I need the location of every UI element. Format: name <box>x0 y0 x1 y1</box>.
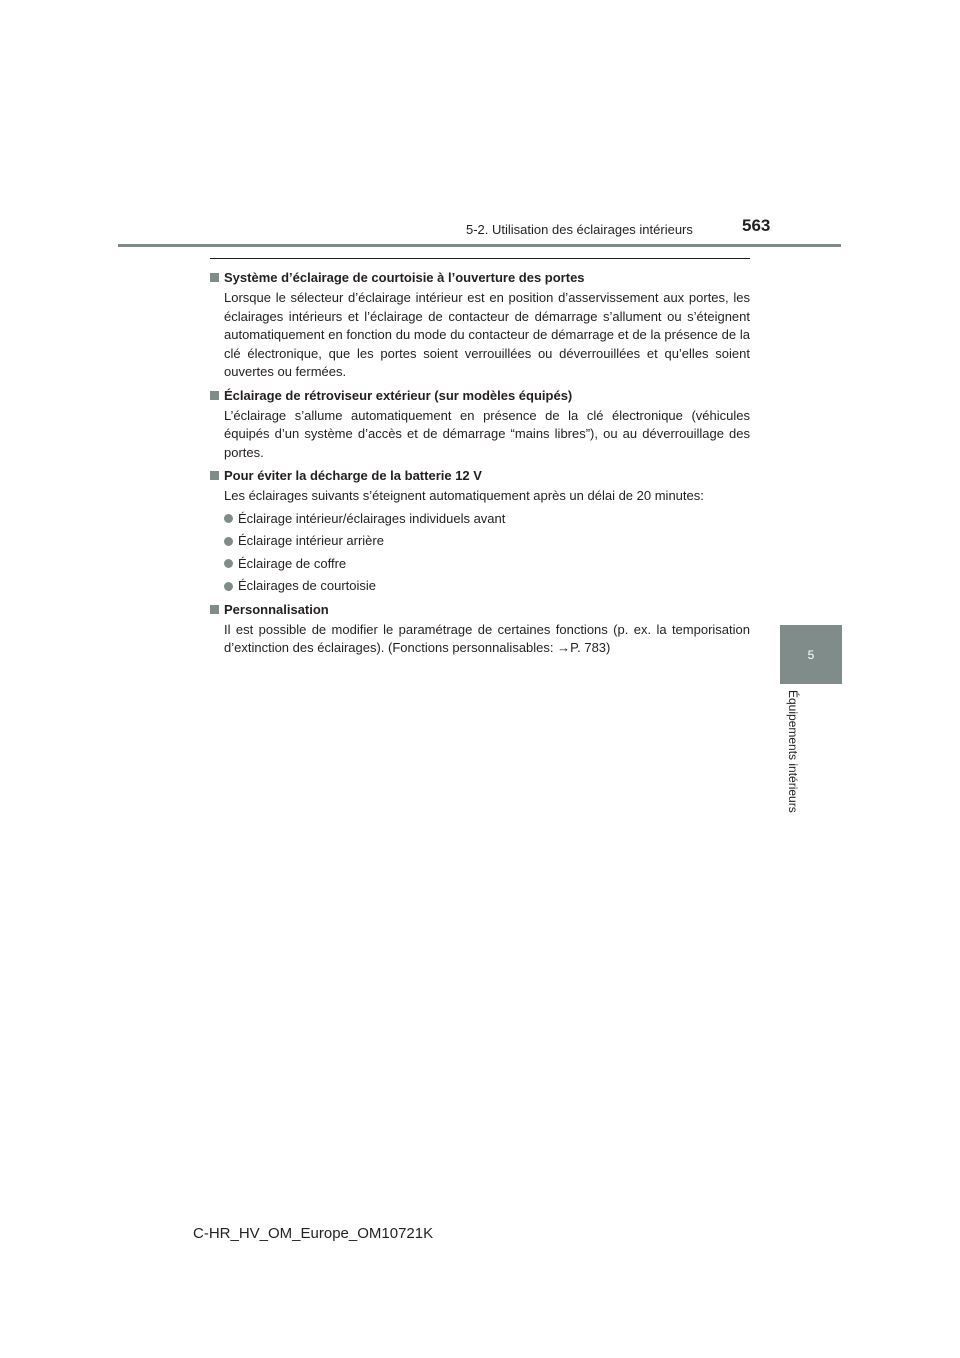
section-title <box>210 386 750 405</box>
chapter-title: Équipements intérieurs <box>786 690 800 813</box>
section-battery-saver <box>210 466 750 596</box>
header-section-title: 5-2. Utilisation des éclairages intérieurs <box>466 222 693 237</box>
list-item-text: Éclairage intérieur/éclairages individuels avant <box>238 510 506 526</box>
section-title <box>210 268 750 287</box>
section-text: L’éclairage s’allume automatiquement en présence de la clé électronique (véhicules équipés d’un système d’accès et de démarrage “mains libres”), ou au déverrouillage des portes. <box>224 407 750 460</box>
square-bullet-icon <box>210 273 219 282</box>
section-title-text: Système d’éclairage de courtoisie à l’ouverture des portes <box>224 270 585 285</box>
page-number: 563 <box>742 216 771 235</box>
square-bullet-icon <box>210 605 219 614</box>
round-bullet-icon <box>224 514 233 523</box>
square-bullet-icon <box>210 391 219 400</box>
section-title-text: Personnalisation <box>224 601 329 617</box>
round-bullet-icon <box>224 537 233 546</box>
chapter-number: 5 <box>807 647 815 662</box>
list-item-text: Éclairage de coffre <box>238 555 347 571</box>
list-item <box>224 555 750 574</box>
round-bullet-icon <box>224 582 233 591</box>
list-item <box>224 510 750 529</box>
chapter-tab <box>780 625 842 684</box>
chapter-label-wrap <box>780 690 810 830</box>
section-courtesy-lighting <box>210 268 750 382</box>
section-title-text: Éclairage de rétroviseur extérieur (sur modèles équipés) <box>224 387 573 403</box>
list-item <box>224 577 750 596</box>
section-text: Les éclairages suivants s’éteignent automatiquement après un délai de 20 minutes: <box>224 488 704 503</box>
section-customization <box>210 600 750 658</box>
section-title <box>210 466 750 485</box>
round-bullet-icon <box>224 559 233 568</box>
section-text: Lorsque le sélecteur d’éclairage intérieur est en position d’asservissement aux portes, les éclairages intérieurs et l’éclairage de contacteur de démarrage s’allument ou s’éteignent automatiquement en fonction du mode du contacteur de démarrage et de la présence de la clé électronique, que les portes soient verrouillées ou déverrouillées et qu’elles soient ouvertes ou fermées. <box>224 290 750 379</box>
list-item <box>224 532 750 551</box>
section-title <box>210 600 750 619</box>
document-code: C-HR_HV_OM_Europe_OM10721K <box>193 1225 434 1242</box>
section-text: Il est possible de modifier le paramétrage de certaines fonctions (p. ex. la temporisation d’extinction des éclairages). (Fonctions personnalisables: →P. 783) <box>224 621 750 655</box>
lights-list <box>210 510 750 596</box>
list-item-text: Éclairages de courtoisie <box>238 578 377 593</box>
section-title-text: Pour éviter la décharge de la batterie 12 V <box>224 468 482 483</box>
square-bullet-icon <box>210 471 219 480</box>
content-body <box>210 258 750 662</box>
list-item-text: Éclairage intérieur arrière <box>238 533 384 548</box>
section-mirror-lighting <box>210 386 750 463</box>
header-divider <box>118 244 841 247</box>
